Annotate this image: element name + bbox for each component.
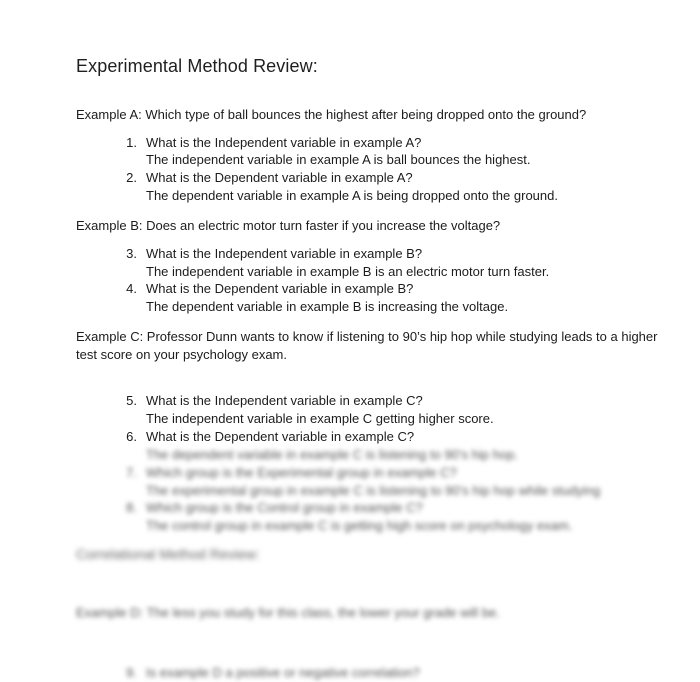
question-text: What is the Independent variable in example B? [146, 246, 423, 261]
blurred-question-text: Is example D a positive or negative correlation? [146, 665, 420, 680]
question-text: What is the Dependent variable in example C? [146, 429, 415, 444]
question-number: 6. [126, 429, 137, 444]
question-text: What is the Dependent variable in example B? [146, 281, 414, 296]
question-number: 3. [126, 246, 137, 261]
blurred-answer-text: The experimental group in example C is listening to 90’s hip hop while studying [146, 483, 601, 498]
example-c-prompt-line1: Example C: Professor Dunn wants to know if listening to 90’s hip hop while studying leads to a higher [76, 329, 658, 344]
example-b-prompt: Example B: Does an electric motor turn faster if you increase the voltage? [76, 218, 501, 233]
question-text: What is the Independent variable in example C? [146, 393, 423, 408]
blurred-question-number: 7. [126, 465, 137, 480]
question-number: 2. [126, 170, 137, 185]
blurred-answer-text: The control group in example C is getting high score on psychology exam. [146, 518, 573, 533]
example-c-prompt-line2: test score on your psychology exam. [76, 347, 287, 362]
blurred-example-d-prompt: Example D: The less you study for this class, the lower your grade will be. [76, 605, 500, 620]
blurred-question-text: Which group is the Experimental group in example C? [146, 465, 457, 480]
question-number: 4. [126, 281, 137, 296]
blurred-question-number: 9. [126, 665, 137, 680]
question-number: 5. [126, 393, 137, 408]
answer-text: The dependent variable in example A is being dropped onto the ground. [146, 188, 558, 203]
blurred-answer-text: The dependent variable in example C is listening to 90’s hip hop. [146, 447, 518, 462]
answer-text: The independent variable in example C getting higher score. [146, 411, 494, 426]
question-number: 1. [126, 135, 137, 150]
page-title: Experimental Method Review: [76, 56, 318, 76]
example-a-prompt: Example A: Which type of ball bounces the highest after being dropped onto the ground? [76, 107, 587, 122]
blurred-question-text: Which group is the Control group in example C? [146, 500, 423, 515]
question-text: What is the Dependent variable in example A? [146, 170, 413, 185]
blurred-section-heading: Correlational Method Review: [76, 546, 260, 562]
question-text: What is the Independent variable in example A? [146, 135, 422, 150]
answer-text: The dependent variable in example B is increasing the voltage. [146, 299, 509, 314]
blurred-question-number: 8. [126, 500, 137, 515]
answer-text: The independent variable in example A is ball bounces the highest. [146, 152, 531, 167]
answer-text: The independent variable in example B is an electric motor turn faster. [146, 264, 550, 279]
